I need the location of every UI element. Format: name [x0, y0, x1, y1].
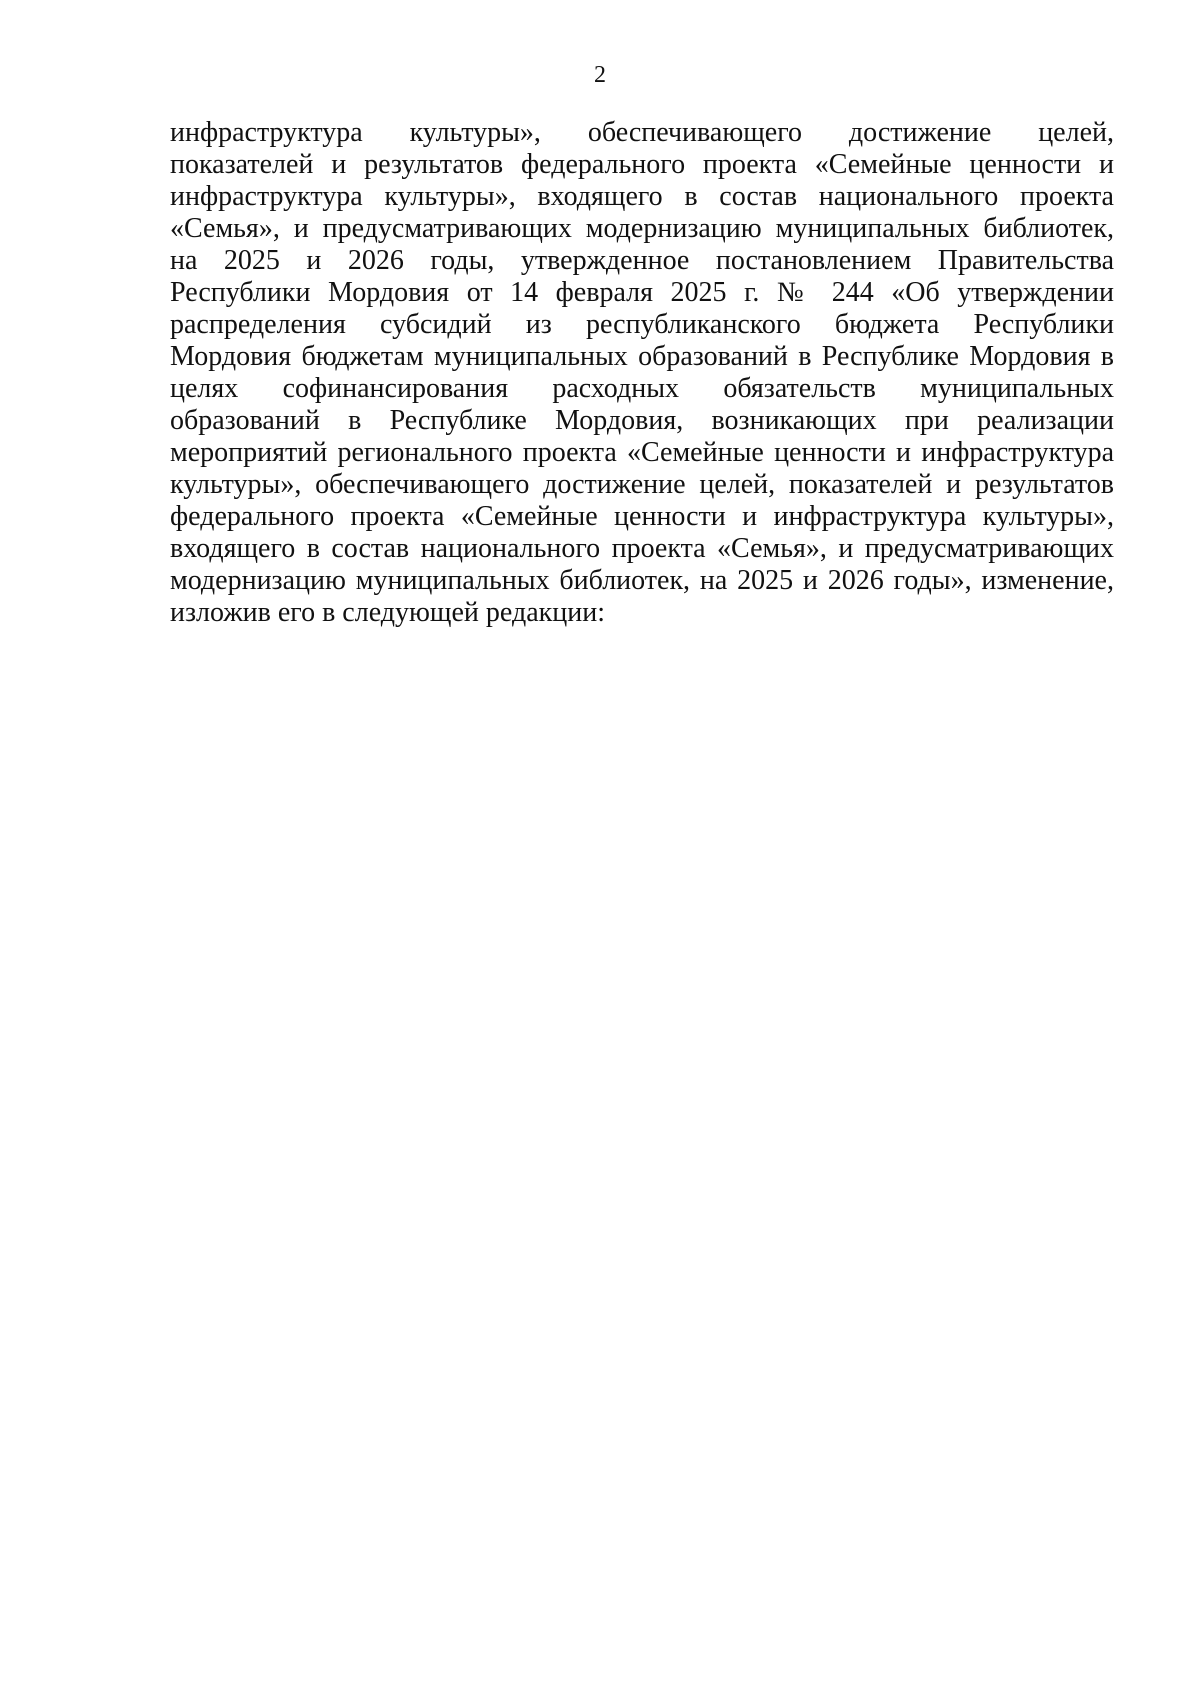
text-line: модернизацию муниципальных библиотек, на 2025 и 2026 годы», изменение, — [170, 565, 1114, 596]
text-line: распределения субсидий из республиканского бюджета Республики — [170, 309, 1114, 340]
text-line: Мордовия бюджетам муниципальных образований в Республике Мордовия в — [170, 341, 1114, 372]
text-line: культуры», обеспечивающего достижение целей, показателей и результатов — [170, 469, 1114, 500]
body-paragraph — [170, 117, 1114, 629]
text-line: федерального проекта «Семейные ценности и инфраструктура культуры», — [170, 501, 1114, 532]
text-line: показателей и результатов федерального проекта «Семейные ценности и — [170, 149, 1114, 180]
text-line: на 2025 и 2026 годы, утвержденное постановлением Правительства — [170, 245, 1114, 276]
text-line: «Семья», и предусматривающих модернизацию муниципальных библиотек, — [170, 213, 1114, 244]
text-line: Республики Мордовия от 14 февраля 2025 г. № 244 «Об утверждении — [170, 277, 1114, 308]
text-line: образований в Республике Мордовия, возникающих при реализации — [170, 405, 1114, 436]
text-line: входящего в состав национального проекта «Семья», и предусматривающих — [170, 533, 1114, 564]
text-line: инфраструктура культуры», обеспечивающего достижение целей, — [170, 117, 1114, 148]
text-line: изложив его в следующей редакции: — [170, 597, 605, 628]
page-number: 2 — [594, 62, 606, 88]
text-line: мероприятий регионального проекта «Семейные ценности и инфраструктура — [170, 437, 1114, 468]
text-line: инфраструктура культуры», входящего в состав национального проекта — [170, 181, 1114, 212]
text-line: целях софинансирования расходных обязательств муниципальных — [170, 373, 1114, 404]
